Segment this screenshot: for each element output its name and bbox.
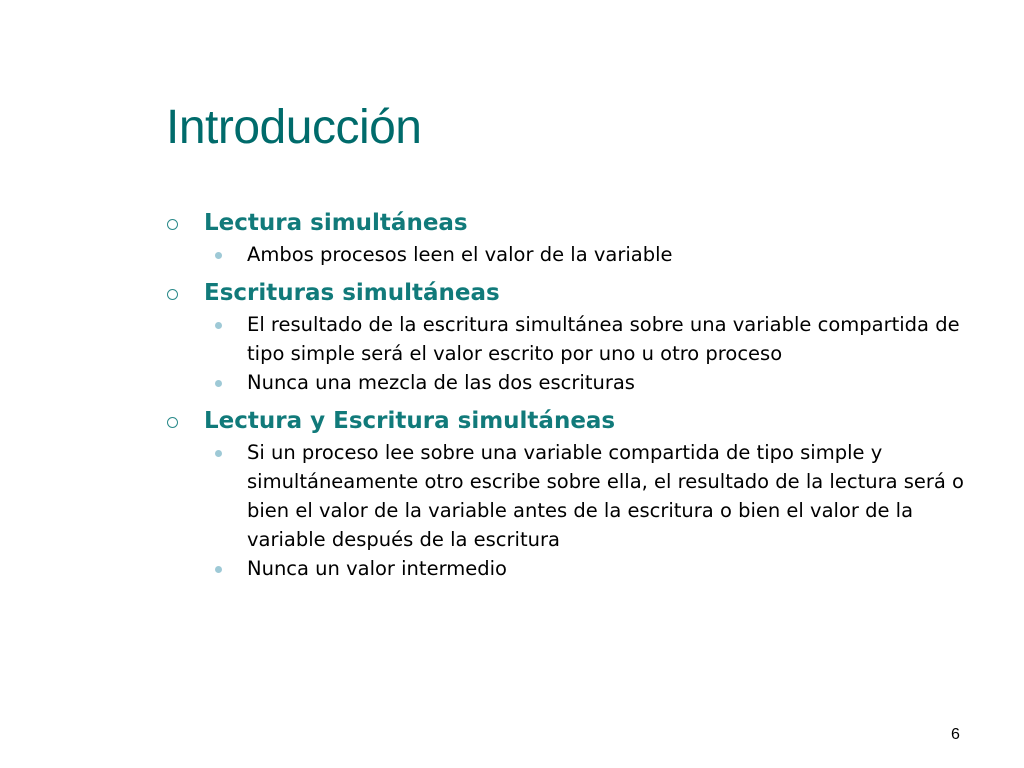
list-item-text: Si un proceso lee sobre una variable compartida de tipo simple y simultáneamente otro escribe sobre ella, el resultado de la lectura será o bien el valor de la variable antes de la escritura o bien el valor de la variable después de la escritura [247,441,964,551]
hollow-circle-bullet-icon [167,219,178,230]
section-heading-lectura-escritura [166,404,976,438]
page-number: 6 [951,726,960,743]
dot-bullet-icon [215,566,222,573]
dot-bullet-icon [215,380,222,387]
dot-bullet-icon [215,252,222,259]
hollow-circle-bullet-icon [167,289,178,300]
section-heading-escrituras [166,276,976,310]
section-heading-text: Lectura simultáneas [204,210,468,236]
list-item [166,368,976,397]
list-item-text: Ambos procesos leen el valor de la variable [247,243,673,266]
hollow-circle-bullet-icon [167,417,178,428]
list-item [166,240,976,269]
list-item-text: El resultado de la escritura simultánea sobre una variable compartida de tipo simple será el valor escrito por uno u otro proceso [247,313,960,365]
section-heading-lectura [166,206,976,240]
list-item [166,554,976,583]
section-heading-text: Lectura y Escritura simultáneas [204,408,616,434]
list-item [166,310,976,368]
list-item-text: Nunca una mezcla de las dos escrituras [247,371,635,394]
slide-title: Introducción [166,101,422,154]
slide-body [166,206,976,583]
list-item [166,438,976,554]
dot-bullet-icon [215,450,222,457]
dot-bullet-icon [215,322,222,329]
list-item-text: Nunca un valor intermedio [247,557,507,580]
section-heading-text: Escrituras simultáneas [204,280,500,306]
